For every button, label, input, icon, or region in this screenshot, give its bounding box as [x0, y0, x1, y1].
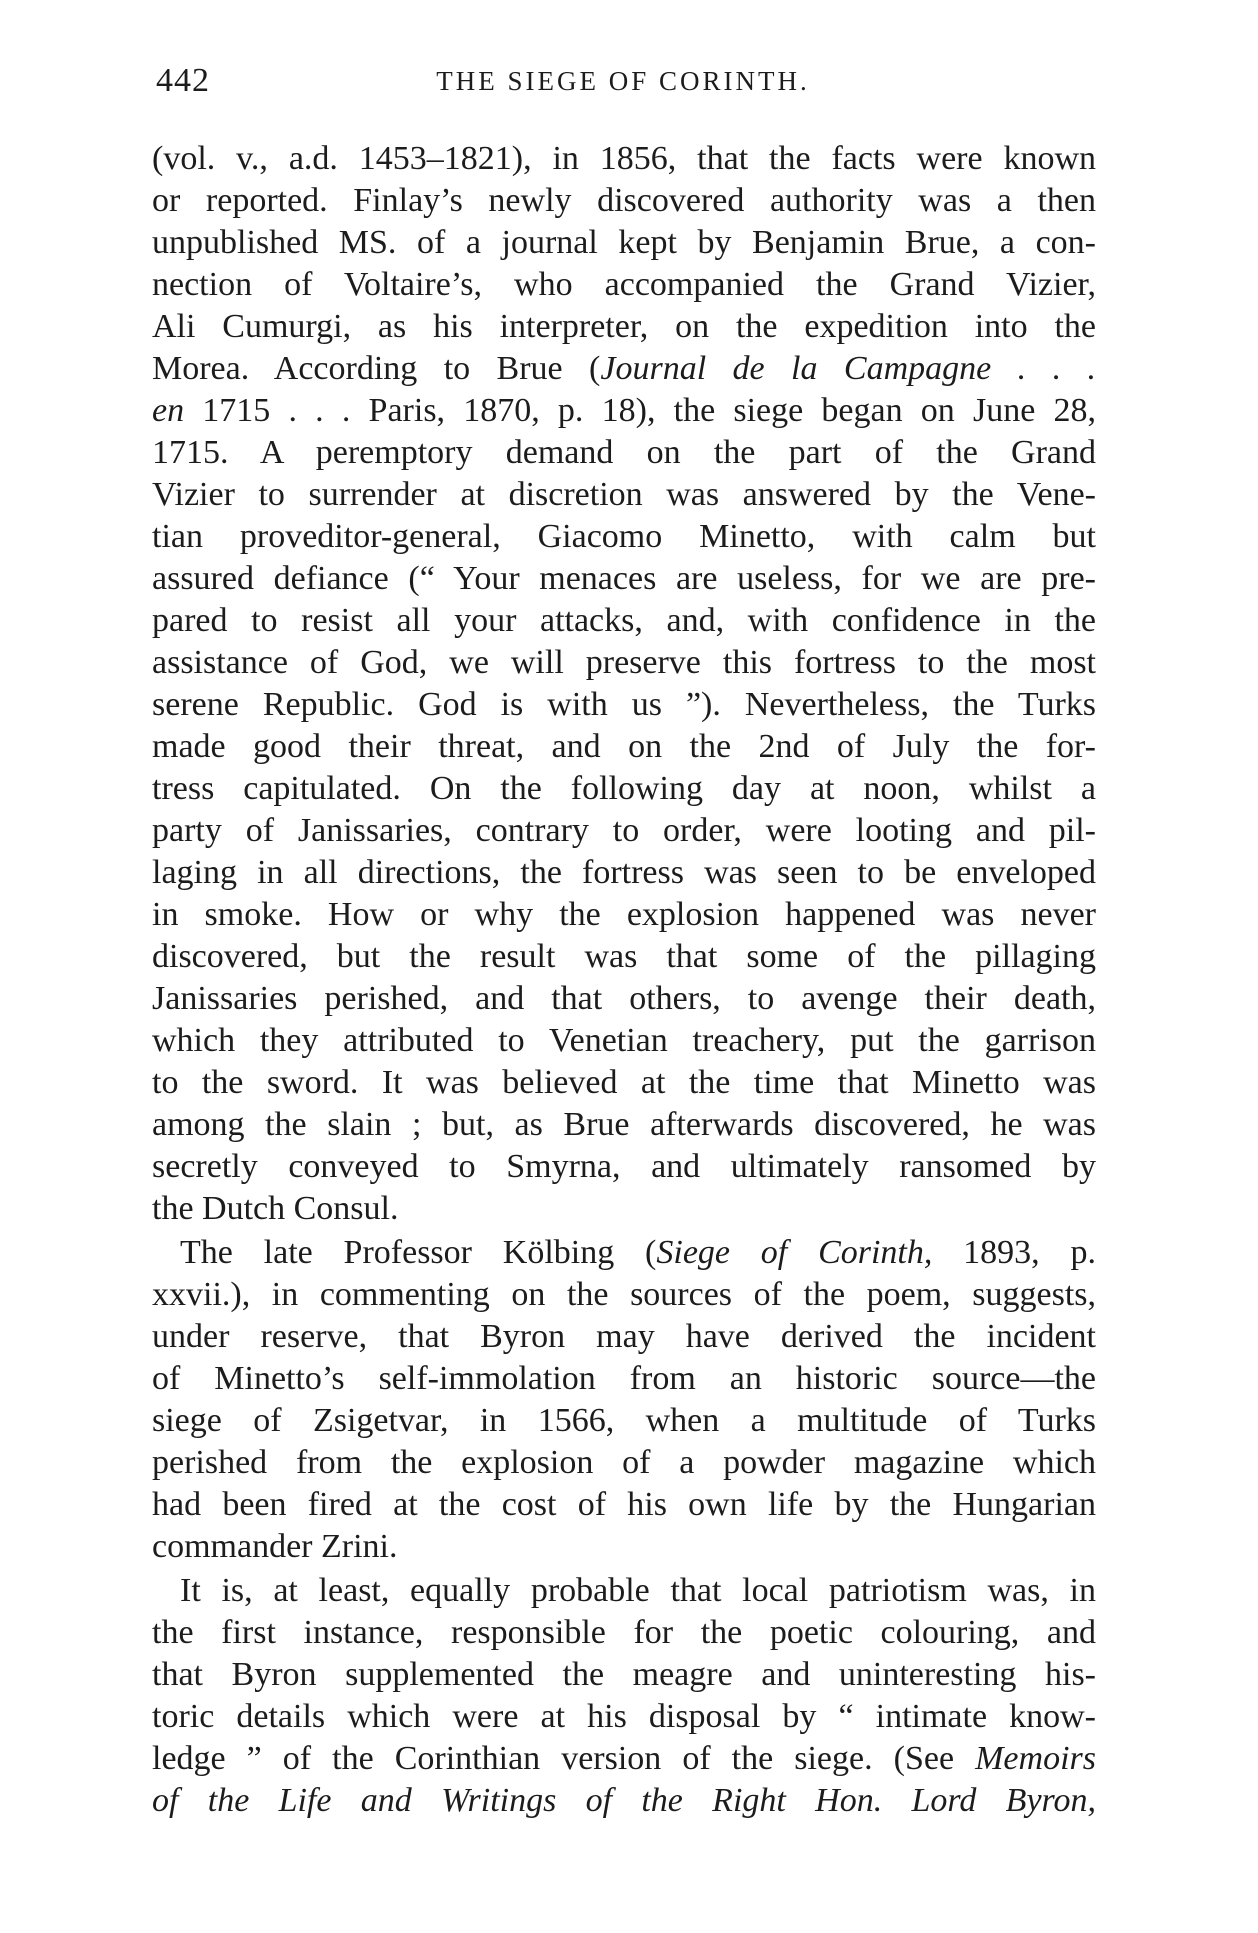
text-line: (vol. v., a.d. 1453–1821), in 1856, that the facts were known	[152, 140, 1096, 177]
text-line: 1715. A peremptory demand on the part of the Grand	[152, 434, 1096, 471]
page-header	[148, 48, 1098, 98]
text-line	[152, 1738, 1096, 1780]
text-line: in smoke. How or why the explosion happened was never	[152, 896, 1096, 933]
text-line: xxvii.), in commenting on the sources of the poem, suggests,	[152, 1276, 1096, 1313]
body-text	[152, 138, 1096, 1822]
text-line: to the sword. It was believed at the time that Minetto was	[152, 1064, 1096, 1101]
text-line: Janissaries perished, and that others, to avenge their death,	[152, 980, 1096, 1017]
text-line: commander Zrini.	[152, 1528, 398, 1565]
text-line: Vizier to surrender at discretion was answered by the Vene-	[152, 476, 1096, 513]
italic-title: Journal de la Campagne . . .	[600, 350, 1096, 387]
italic-word: en	[152, 392, 185, 429]
italic-title: Siege of Corinth,	[656, 1234, 933, 1271]
text-line: unpublished MS. of a journal kept by Benjamin Brue, a con-	[152, 224, 1096, 261]
text-line: among the slain ; but, as Brue afterwards discovered, he was	[152, 1106, 1096, 1143]
text-line: made good their threat, and on the 2nd of July the for-	[152, 728, 1096, 765]
text-run: ledge ” of the Corinthian version of the siege. (See	[152, 1740, 976, 1777]
text-line: nection of Voltaire’s, who accompanied the Grand Vizier,	[152, 266, 1096, 303]
text-line: pared to resist all your attacks, and, with confidence in the	[152, 602, 1096, 639]
text-line: the first instance, responsible for the poetic colouring, and	[152, 1614, 1096, 1651]
text-line	[152, 1232, 1096, 1274]
text-line: that Byron supplemented the meagre and uninteresting his-	[152, 1656, 1096, 1693]
text-line: toric details which were at his disposal by “ intimate know-	[152, 1698, 1096, 1735]
text-line: serene Republic. God is with us ”). Nevertheless, the Turks	[152, 686, 1096, 723]
page-number: 442	[156, 62, 210, 99]
text-line: tian proveditor-general, Giacomo Minetto, with calm but	[152, 518, 1096, 555]
text-line	[152, 390, 1096, 432]
text-line: assured defiance (“ Your menaces are useless, for we are pre-	[152, 560, 1096, 597]
text-line: had been fired at the cost of his own life by the Hungarian	[152, 1486, 1096, 1523]
text-line: the Dutch Consul.	[152, 1190, 399, 1227]
running-title: THE SIEGE OF CORINTH.	[436, 66, 810, 96]
text-line: which they attributed to Venetian treachery, put the garrison	[152, 1022, 1096, 1059]
italic-title: Memoirs	[975, 1740, 1096, 1777]
text-line: or reported. Finlay’s newly discovered authority was a then	[152, 182, 1096, 219]
text-line: party of Janissaries, contrary to order, were looting and pil-	[152, 812, 1096, 849]
text-run: Morea. According to Brue (	[152, 350, 601, 387]
italic-title: of the Life and Writings of the Right Hon. Lord Byron,	[152, 1782, 1096, 1819]
text-line: assistance of God, we will preserve this fortress to the most	[152, 644, 1096, 681]
text-line	[152, 348, 1096, 390]
text-line: perished from the explosion of a powder magazine which	[152, 1444, 1096, 1481]
text-line: of Minetto’s self-immolation from an historic source—the	[152, 1360, 1096, 1397]
text-line: under reserve, that Byron may have derived the incident	[152, 1318, 1096, 1355]
text-line	[152, 1780, 1096, 1822]
text-line: Ali Cumurgi, as his interpreter, on the expedition into the	[152, 308, 1096, 345]
text-line: laging in all directions, the fortress was seen to be enveloped	[152, 854, 1096, 891]
text-run: The late Professor Kölbing (	[180, 1234, 657, 1271]
text-line: tress capitulated. On the following day at noon, whilst a	[152, 770, 1096, 807]
text-run: 1715 . . . Paris, 1870, p. 18), the siege began on June 28,	[184, 392, 1096, 429]
text-line: siege of Zsigetvar, in 1566, when a multitude of Turks	[152, 1402, 1096, 1439]
text-line: discovered, but the result was that some of the pillaging	[152, 938, 1096, 975]
text-run: 1893, p.	[932, 1234, 1096, 1271]
text-line: secretly conveyed to Smyrna, and ultimately ransomed by	[152, 1148, 1096, 1185]
text-line: It is, at least, equally probable that local patriotism was, in	[180, 1572, 1096, 1609]
